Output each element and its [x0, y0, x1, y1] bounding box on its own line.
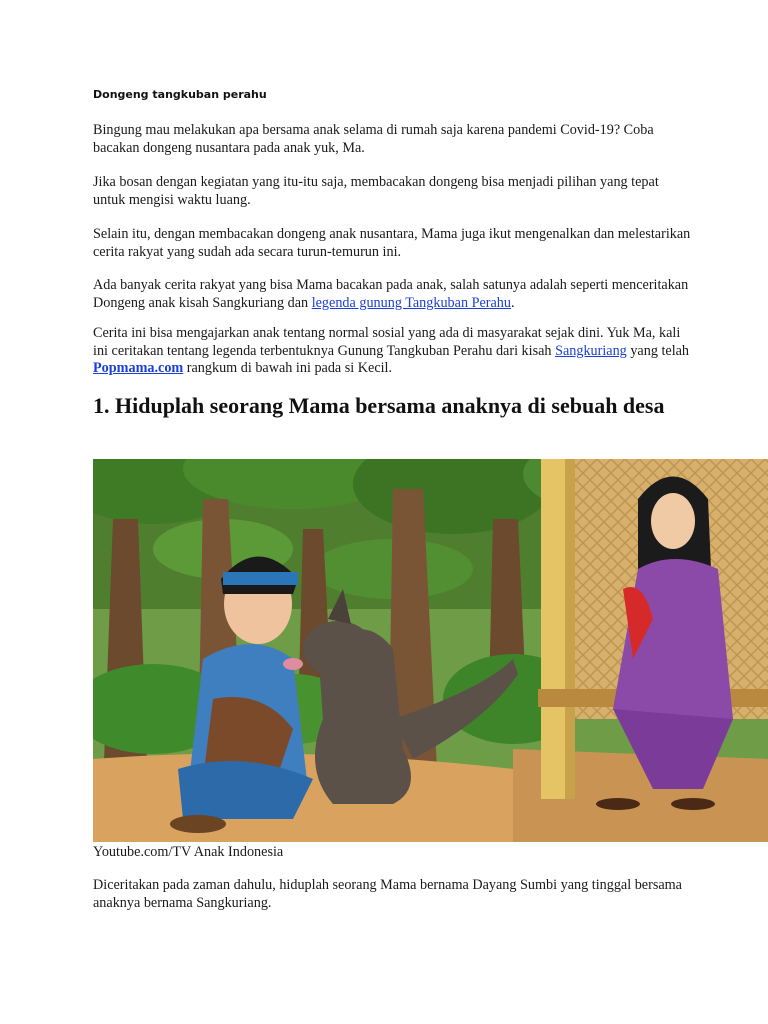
paragraph-text: Cerita ini bisa mengajarkan anak tentang normal sosial yang ada di masyarakat sejak dini. Yuk Ma, kali ini ceritakan tentang legenda terbentuknya Gunung Tangkuban Perahu dari kisah	[93, 325, 681, 359]
paragraph-text: Ada banyak cerita rakyat yang bisa Mama bacakan pada anak, salah satunya adalah seperti menceritakan Dongeng anak kisah Sangkuriang dan	[93, 277, 689, 311]
paragraph-cerita-rakyat	[93, 277, 693, 312]
paragraph-intro: Bingung mau melakukan apa bersama anak selama di rumah saja karena pandemi Covid-19? Coba bacakan dongeng nusantara pada anak yuk, Ma.	[93, 122, 654, 156]
paragraph-dayang-sumbi: Diceritakan pada zaman dahulu, hiduplah seorang Mama bernama Dayang Sumbi yang tinggal bersama anaknya bernama Sangkuriang.	[93, 877, 682, 911]
link-sangkuriang[interactable]: Sangkuriang	[555, 342, 627, 359]
document-title: Dongeng tangkuban perahu	[93, 88, 267, 101]
paragraph-mengajarkan	[93, 325, 693, 378]
paragraph-text: .	[510, 294, 515, 311]
image-caption: Youtube.com/TV Anak Indonesia	[93, 844, 284, 860]
paragraph-selain: Selain itu, dengan membacakan dongeng anak nusantara, Mama juga ikut mengenalkan dan melestarikan cerita rakyat yang sudah ada secara turun-temurun ini.	[93, 226, 691, 260]
link-legenda-tangkuban-perahu[interactable]: legenda gunung Tangkuban Perahu	[311, 294, 511, 311]
paragraph-text: rangkum di bawah ini pada si Kecil.	[183, 360, 393, 376]
story-illustration	[93, 459, 768, 842]
paragraph-text: yang telah	[626, 342, 690, 359]
paragraph-bosan: Jika bosan dengan kegiatan yang itu-itu saja, membacakan dongeng bisa menjadi pilihan yang tepat untuk mengisi waktu luang.	[93, 174, 659, 208]
link-popmama[interactable]: Popmama.com	[93, 360, 184, 376]
section-heading: 1. Hiduplah seorang Mama bersama anaknya di sebuah desa	[93, 393, 665, 418]
illustration-art	[93, 459, 768, 842]
